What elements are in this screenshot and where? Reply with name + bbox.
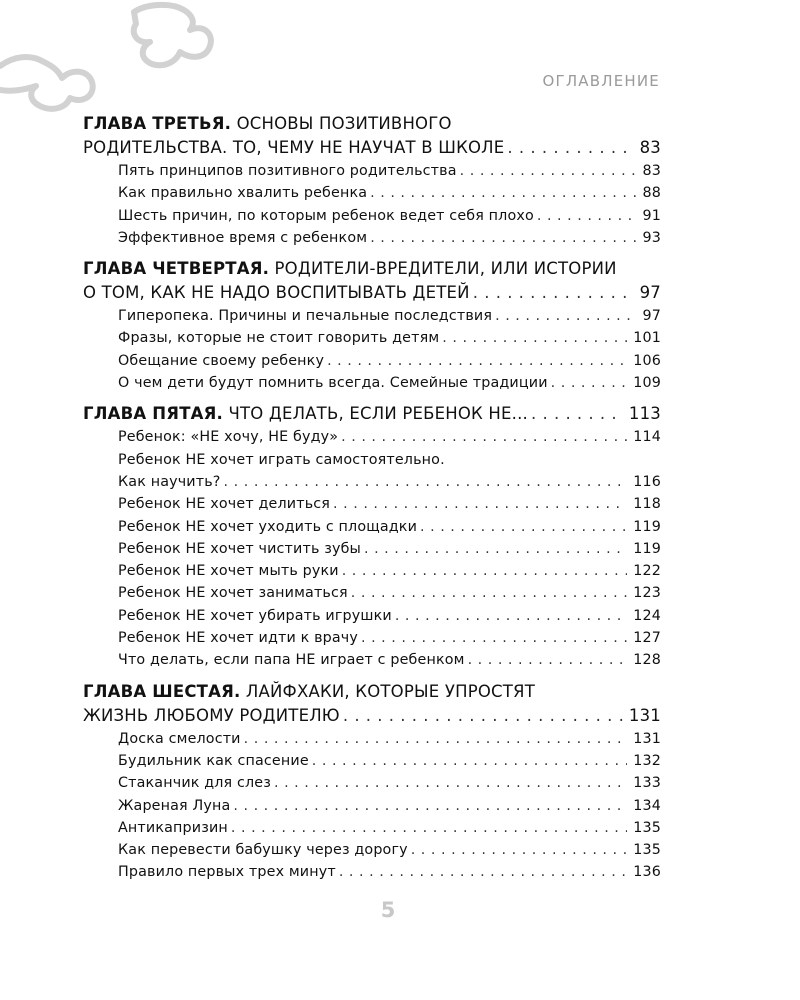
entry-title: Жареная Луна bbox=[118, 797, 231, 814]
leader-dots bbox=[395, 605, 627, 627]
page-ref: 127 bbox=[633, 630, 661, 647]
entry-title: Ребенок НЕ хочет идти к врачу bbox=[118, 630, 358, 647]
chapter-title bbox=[83, 680, 661, 704]
leader-dots bbox=[343, 704, 623, 728]
chapter-title bbox=[83, 112, 661, 136]
chapter-title-line[interactable] bbox=[83, 704, 661, 728]
toc-entry[interactable] bbox=[118, 627, 661, 649]
leader-dots bbox=[442, 327, 627, 349]
toc-entry[interactable] bbox=[118, 560, 661, 582]
leader-dots bbox=[411, 839, 628, 861]
page-ref: 135 bbox=[633, 842, 661, 859]
chapter-label: ГЛАВА ШЕСТАЯ. bbox=[83, 681, 241, 701]
chapter-6 bbox=[83, 680, 661, 884]
chapter-entries bbox=[83, 426, 661, 671]
entry-title: Правило первых трех минут bbox=[118, 864, 336, 881]
page-ref: 93 bbox=[642, 229, 661, 246]
page-ref: 113 bbox=[628, 404, 661, 424]
chapter-entries bbox=[83, 728, 661, 884]
chapter-title-text: ОСНОВЫ ПОЗИТИВНОГО bbox=[236, 114, 452, 133]
toc-entry[interactable] bbox=[118, 649, 661, 671]
leader-dots bbox=[333, 493, 627, 515]
entry-title: Как правильно хвалить ребенка bbox=[118, 185, 368, 202]
page-ref: 118 bbox=[633, 496, 661, 513]
entry-title: Ребенок НЕ хочет чистить зубы bbox=[118, 540, 361, 557]
leader-dots bbox=[244, 728, 628, 750]
toc-entry[interactable] bbox=[118, 772, 661, 794]
chapter-5 bbox=[83, 402, 661, 671]
leader-dots bbox=[495, 305, 636, 327]
entry-title: Как перевести бабушку через дорогу bbox=[118, 842, 408, 859]
toc-entry[interactable] bbox=[118, 750, 661, 772]
entry-title: О чем дети будут помнить всегда. Семейные традиции bbox=[118, 375, 548, 392]
page-ref: 101 bbox=[633, 330, 661, 347]
page-ref: 97 bbox=[642, 308, 661, 325]
entry-title: Ребенок НЕ хочет уходить с площадки bbox=[118, 518, 418, 535]
entry-title: Стаканчик для слез bbox=[118, 775, 271, 792]
leader-dots bbox=[537, 205, 637, 227]
toc-entry[interactable] bbox=[118, 605, 661, 627]
entry-title: Гиперопека. Причины и печальные последствия bbox=[118, 308, 493, 325]
leader-dots bbox=[312, 750, 627, 772]
page-ref: 122 bbox=[633, 563, 661, 580]
page-ref: 119 bbox=[633, 518, 661, 535]
chapter-title-text: ЖИЗНЬ ЛЮБОМУ РОДИТЕЛЮ bbox=[83, 705, 340, 725]
entry-title: Что делать, если папа НЕ играет с ребенком bbox=[118, 652, 465, 669]
toc-entry[interactable] bbox=[118, 350, 661, 372]
leader-dots bbox=[460, 160, 637, 182]
page-ref: 128 bbox=[633, 652, 661, 669]
leader-dots bbox=[473, 281, 634, 305]
toc-entry[interactable] bbox=[118, 327, 661, 349]
toc-entry[interactable] bbox=[118, 493, 661, 515]
page-ref: 136 bbox=[633, 864, 661, 881]
entry-title: Обещание своему ребенку bbox=[118, 352, 325, 369]
entry-title: Ребенок: «НЕ хочу, НЕ буду» bbox=[118, 429, 339, 446]
puzzle-pieces-icon bbox=[0, 0, 240, 120]
toc-entry[interactable] bbox=[118, 471, 661, 493]
chapter-label: ГЛАВА ТРЕТЬЯ. bbox=[83, 114, 232, 133]
chapter-title bbox=[83, 257, 661, 281]
page-number: 5 bbox=[380, 898, 396, 922]
leader-dots bbox=[342, 560, 628, 582]
page-ref: 132 bbox=[633, 752, 661, 769]
entry-title: Пять принципов позитивного родительства bbox=[118, 163, 457, 179]
toc-entry[interactable] bbox=[118, 861, 661, 883]
page-ref: 116 bbox=[633, 473, 661, 490]
chapter-3 bbox=[83, 112, 661, 249]
page-header: ОГЛАВЛЕНИЕ bbox=[542, 72, 660, 90]
entry-title: Эффективное время с ребенком bbox=[118, 229, 368, 246]
entry-title: Ребенок НЕ хочет мыть руки bbox=[118, 563, 339, 580]
leader-dots bbox=[341, 426, 627, 448]
toc-entry[interactable] bbox=[118, 426, 661, 448]
page-ref: 131 bbox=[633, 730, 661, 747]
page-ref: 106 bbox=[633, 352, 661, 369]
entry-title: Ребенок НЕ хочет убирать игрушки bbox=[118, 607, 392, 624]
leader-dots bbox=[351, 582, 627, 604]
page-ref: 114 bbox=[633, 429, 661, 446]
page-ref: 83 bbox=[642, 163, 661, 179]
toc-entry[interactable] bbox=[118, 728, 661, 750]
chapter-entries bbox=[83, 160, 661, 249]
chapter-label: ГЛАВА ЧЕТВЕРТАЯ. bbox=[83, 259, 270, 279]
leader-dots bbox=[370, 227, 636, 249]
chapter-title-line[interactable] bbox=[83, 136, 661, 160]
toc-entry[interactable] bbox=[118, 817, 661, 839]
leader-dots bbox=[468, 649, 628, 671]
toc-entry[interactable] bbox=[118, 372, 661, 394]
page-ref: 123 bbox=[633, 585, 661, 602]
toc-entry[interactable] bbox=[118, 795, 661, 817]
leader-dots bbox=[233, 795, 627, 817]
toc-entry[interactable] bbox=[118, 538, 661, 560]
entry-title: Фразы, которые не стоит говорить детям bbox=[118, 330, 440, 347]
page-ref: 83 bbox=[639, 138, 661, 157]
toc-entry[interactable] bbox=[118, 205, 661, 227]
chapter-title-text: ЧТО ДЕЛАТЬ, ЕСЛИ РЕБЕНОК НЕ... bbox=[228, 404, 528, 424]
toc-entry[interactable] bbox=[118, 160, 661, 182]
page-ref: 91 bbox=[642, 207, 661, 224]
chapter-label: ГЛАВА ПЯТАЯ. bbox=[83, 404, 223, 424]
entry-title: Ребенок НЕ хочет играть самостоятельно. bbox=[118, 451, 445, 468]
toc-entry[interactable] bbox=[118, 582, 661, 604]
entry-title: Антикапризин bbox=[118, 819, 228, 836]
entry-title: Ребенок НЕ хочет делиться bbox=[118, 496, 331, 513]
chapter-entries bbox=[83, 305, 661, 394]
toc-entry[interactable] bbox=[118, 182, 661, 204]
table-of-contents bbox=[83, 112, 661, 892]
toc-entry[interactable] bbox=[118, 516, 661, 538]
leader-dots bbox=[370, 182, 636, 204]
entry-title: Как научить? bbox=[118, 473, 221, 490]
page-ref: 88 bbox=[642, 185, 661, 202]
leader-dots bbox=[361, 627, 627, 649]
leader-dots bbox=[231, 817, 627, 839]
leader-dots bbox=[507, 136, 633, 160]
leader-dots bbox=[420, 516, 627, 538]
chapter-title-text: О ТОМ, КАК НЕ НАДО ВОСПИТЫВАТЬ ДЕТЕЙ bbox=[83, 283, 470, 303]
leader-dots bbox=[364, 538, 627, 560]
entry-title: Шесть причин, по которым ребенок ведет себя плохо bbox=[118, 207, 534, 224]
page-ref: 131 bbox=[628, 705, 661, 725]
leader-dots bbox=[339, 861, 627, 883]
page-ref: 109 bbox=[633, 375, 661, 392]
page-ref: 134 bbox=[633, 797, 661, 814]
toc-entry[interactable] bbox=[118, 227, 661, 249]
leader-dots bbox=[224, 471, 628, 493]
leader-dots bbox=[327, 350, 627, 372]
toc-entry[interactable] bbox=[118, 305, 661, 327]
chapter-title-text: РОДИТЕЛЬСТВА. ТО, ЧЕМУ НЕ НАУЧАТ В ШКОЛЕ bbox=[83, 138, 505, 157]
toc-entry[interactable] bbox=[118, 839, 661, 861]
page-ref: 135 bbox=[633, 819, 661, 836]
chapter-title bbox=[83, 402, 528, 426]
page-ref: 133 bbox=[633, 775, 661, 792]
leader-dots bbox=[551, 372, 628, 394]
chapter-4 bbox=[83, 257, 661, 394]
chapter-title-line[interactable] bbox=[83, 402, 661, 426]
chapter-title-line[interactable] bbox=[83, 281, 661, 305]
entry-title: Доска смелости bbox=[118, 730, 241, 747]
leader-dots bbox=[274, 772, 627, 794]
chapter-title-text: РОДИТЕЛИ-ВРЕДИТЕЛИ, ИЛИ ИСТОРИИ bbox=[274, 259, 617, 279]
leader-dots bbox=[531, 402, 623, 426]
chapter-title-text: ЛАЙФХАКИ, КОТОРЫЕ УПРОСТЯТ bbox=[245, 681, 535, 701]
entry-title: Будильник как спасение bbox=[118, 752, 309, 769]
page-ref: 124 bbox=[633, 607, 661, 624]
entry-title: Ребенок НЕ хочет заниматься bbox=[118, 585, 348, 602]
page-ref: 97 bbox=[639, 283, 661, 303]
page-ref: 119 bbox=[633, 540, 661, 557]
